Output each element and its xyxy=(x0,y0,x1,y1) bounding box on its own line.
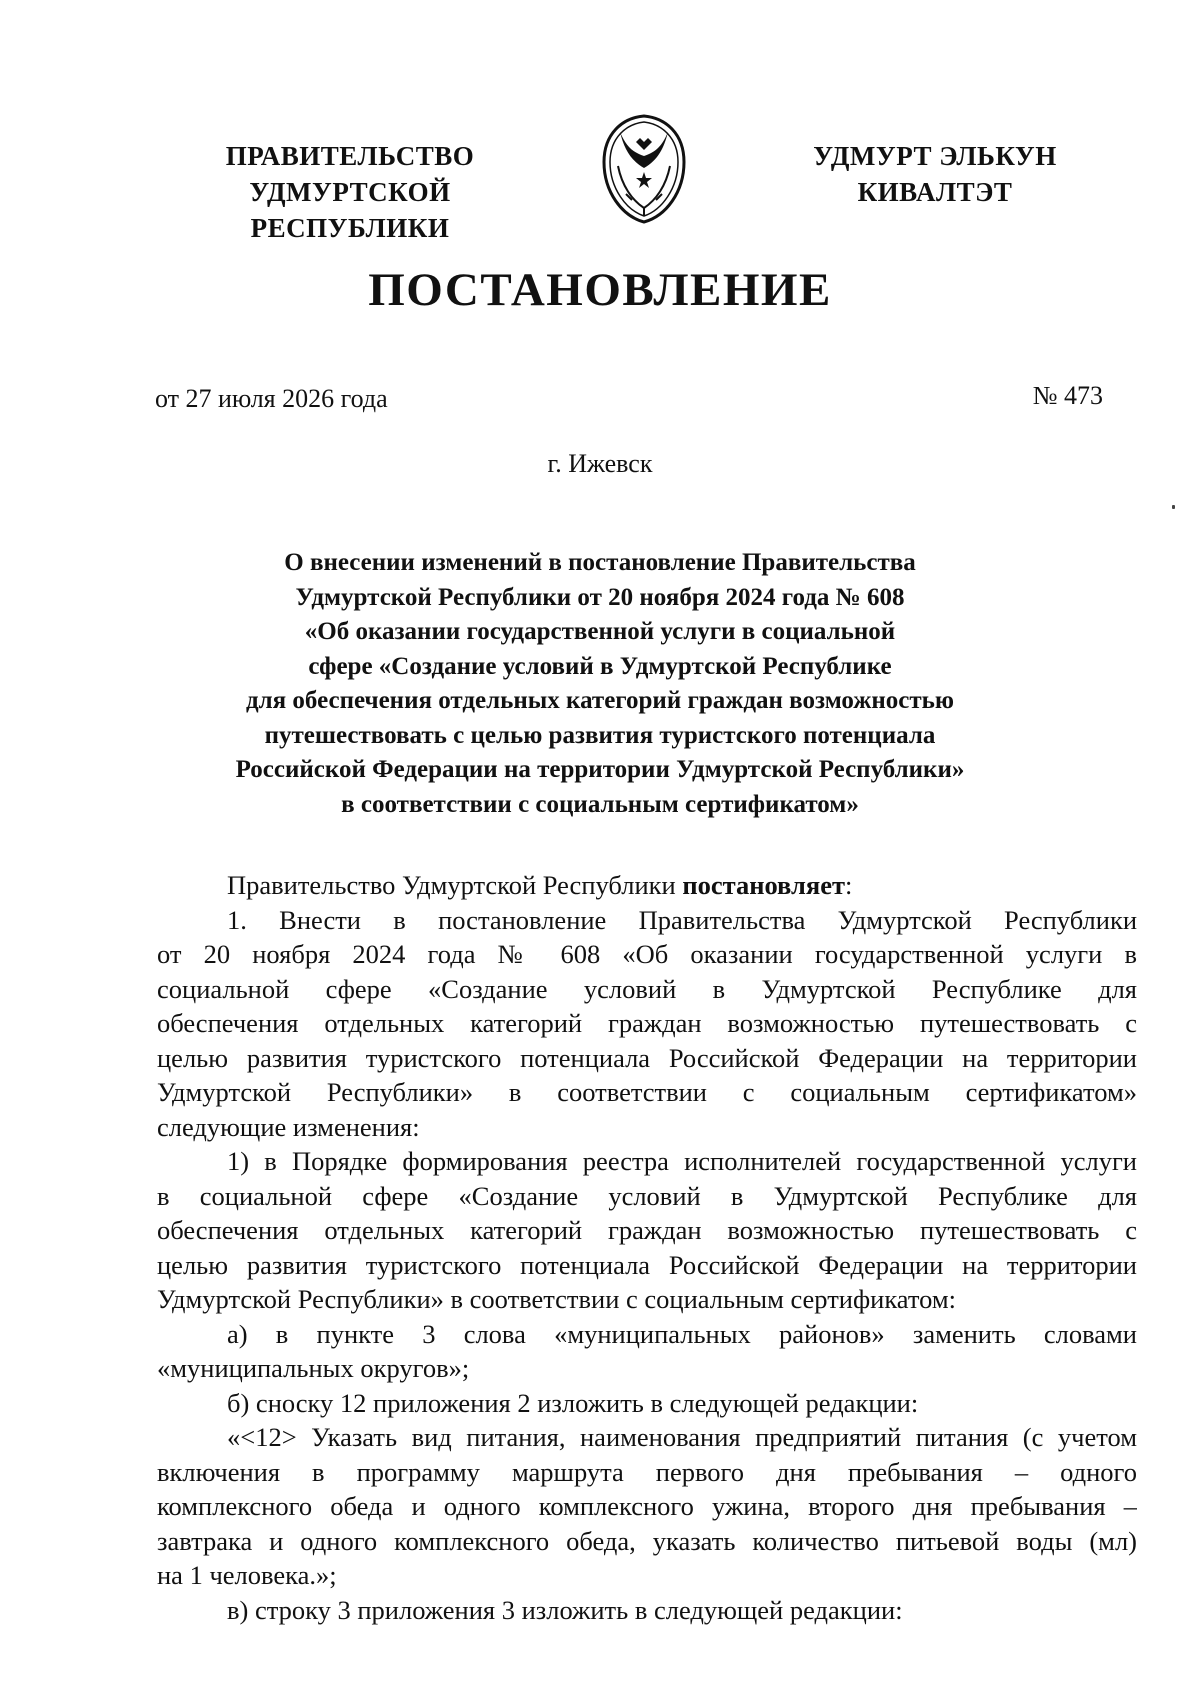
scan-speck xyxy=(1172,505,1175,509)
body-line: Удмуртской Республики» в соответствии с социальным сертификатом: xyxy=(157,1284,956,1314)
document-subject xyxy=(200,546,1000,822)
document-body xyxy=(157,868,1137,1627)
subject-line: для обеспечения отдельных категорий граждан возможностью xyxy=(245,687,955,714)
body-line: завтрака и одного комплексного обеда, указать количество питьевой воды (мл) xyxy=(157,1525,1137,1556)
subject-line: «Об оказании государственной услуги в социальной xyxy=(304,618,896,645)
document-number: № 473 xyxy=(1032,381,1103,410)
government-name-udmurt-line1: УДМУРТ ЭЛЬКУН xyxy=(813,141,1057,171)
government-name-udmurt-line2: КИВАЛТЭТ xyxy=(857,177,1013,207)
body-line: обеспечения отдельных категорий граждан возможностью путешествовать с xyxy=(157,1008,1137,1038)
body-line: Удмуртской Республики» в соответствии с социальным сертификатом» xyxy=(157,1077,1137,1107)
body-line: 1. Внести в постановление Правительства Удмуртской Республики xyxy=(227,904,1137,935)
preamble-verb: постановляет xyxy=(682,870,846,900)
subject-line: путешествовать с целью развития туристского потенциала xyxy=(264,721,936,749)
subject-line: в соответствии с социальным сертификатом» xyxy=(341,790,859,818)
body-line: а) в пункте 3 слова «муниципальных районов» заменить словами xyxy=(227,1318,1137,1349)
body-line: 1) в Порядке формирования реестра исполнителей государственной услуги xyxy=(227,1146,1137,1176)
preamble-text: Правительство Удмуртской Республики xyxy=(227,870,676,900)
body-line: «муниципальных округов»; xyxy=(157,1353,470,1383)
body-line: социальной сфере «Создание условий в Удмуртской Республике для xyxy=(157,973,1137,1004)
government-name-russian xyxy=(150,138,550,246)
body-line: в) строку 3 приложения 3 изложить в следующей редакции: xyxy=(227,1594,903,1625)
document-date: от 27 июля 2026 года xyxy=(155,384,388,413)
preamble-colon: : xyxy=(845,870,853,900)
government-name-russian-line2: УДМУРТСКОЙ РЕСПУБЛИКИ xyxy=(249,177,451,243)
document-type-title: ПОСТАНОВЛЕНИЕ xyxy=(368,264,832,316)
subject-line: О внесении изменений в постановление Правительства xyxy=(284,549,916,576)
government-name-udmurt xyxy=(790,138,1080,210)
body-line: следующие изменения: xyxy=(157,1111,420,1142)
subject-line: Российской Федерации на территории Удмуртской Республики» xyxy=(235,756,965,783)
body-line: на 1 человека.»; xyxy=(157,1560,337,1590)
document-city: г. Ижевск xyxy=(547,449,653,478)
preamble xyxy=(157,868,1137,903)
body-line: включения в программу маршрута первого дня пребывания – одного xyxy=(157,1456,1137,1487)
body-line: комплексного обеда и одного комплексного ужина, второго дня пребывания – xyxy=(157,1491,1137,1521)
body-line: обеспечения отдельных категорий граждан возможностью путешествовать с xyxy=(157,1215,1137,1245)
subject-line: сфере «Создание условий в Удмуртской Республике xyxy=(308,652,892,680)
udmurt-coat-of-arms-icon xyxy=(596,112,692,226)
body-line: в социальной сфере «Создание условий в Удмуртской Республике для xyxy=(157,1180,1137,1211)
body-line: «<12> Указать вид питания, наименования предприятий питания (с учетом xyxy=(227,1422,1137,1452)
subject-line: Удмуртской Республики от 20 ноября 2024 года № 608 xyxy=(295,583,905,611)
body-line: б) сноску 12 приложения 2 изложить в следующей редакции: xyxy=(227,1387,919,1418)
body-line: от 20 ноября 2024 года № 608 «Об оказании государственной услуги в xyxy=(157,939,1137,969)
body-line: целью развития туристского потенциала Российской Федерации на территории xyxy=(157,1042,1137,1073)
government-name-russian-line1: ПРАВИТЕЛЬСТВО xyxy=(225,141,475,171)
body-line: целью развития туристского потенциала Российской Федерации на территории xyxy=(157,1249,1137,1280)
